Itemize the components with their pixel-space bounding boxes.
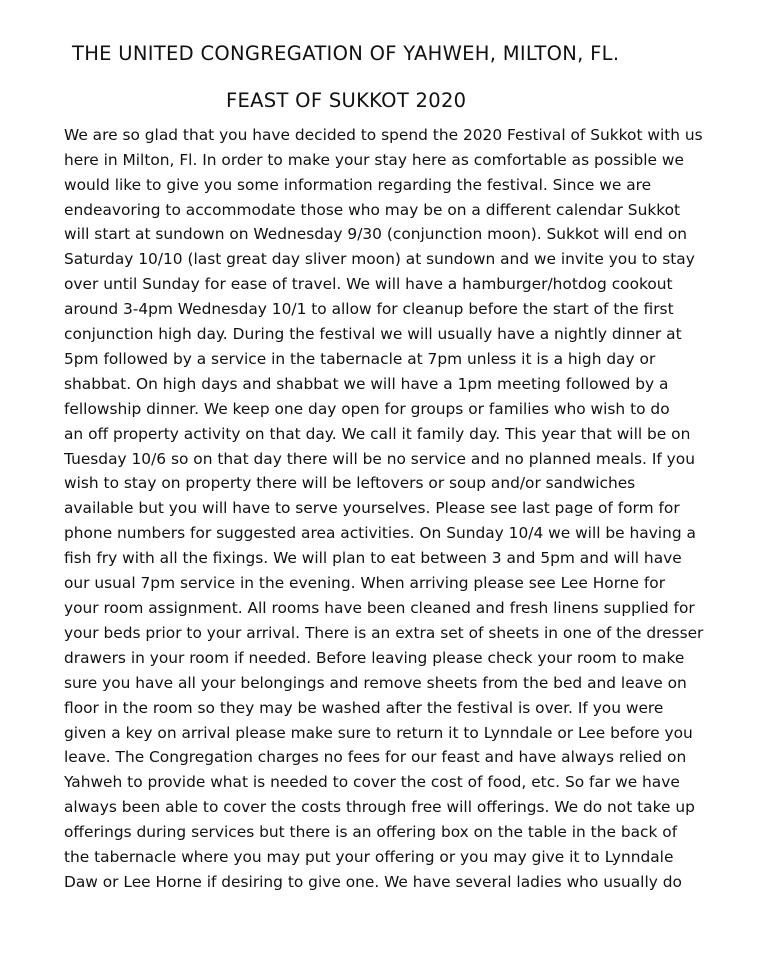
document-title: THE UNITED CONGREGATION OF YAHWEH, MILTON, FL. — [72, 42, 620, 65]
body-line: our usual 7pm service in the evening. When arriving please see Lee Horne for — [64, 574, 666, 593]
body-line: We are so glad that you have decided to spend the 2020 Festival of Sukkot with us — [64, 125, 703, 144]
document-subtitle: FEAST OF SUKKOT 2020 — [226, 89, 467, 113]
body-line: Yahweh to provide what is needed to cover the cost of food, etc. So far we have — [64, 773, 680, 792]
body-line: drawers in your room if needed. Before leaving please check your room to make — [64, 648, 685, 667]
body-line: 5pm followed by a service in the tabernacle at 7pm unless it is a high day or — [64, 349, 656, 368]
body-line: endeavoring to accommodate those who may be on a different calendar Sukkot — [64, 200, 681, 219]
body-line: leave. The Congregation charges no fees for our feast and have always relied on — [64, 748, 687, 767]
body-line: here in Milton, Fl. In order to make your stay here as comfortable as possible we — [64, 150, 684, 169]
body-line: available but you will have to serve yourselves. Please see last page of form for — [64, 499, 680, 518]
body-line: your room assignment. All rooms have been cleaned and fresh linens supplied for — [64, 599, 695, 617]
body-line: offerings during services but there is an offering box on the table in the back of — [64, 823, 678, 842]
body-line: fish fry with all the fixings. We will plan to eat between 3 and 5pm and will have — [64, 549, 682, 568]
body-line: conjunction high day. During the festival we will usually have a nightly dinner at — [64, 325, 682, 344]
body-line: wish to stay on property there will be leftovers or soup and/or sandwiches — [64, 474, 636, 493]
body-line: sure you have all your belongings and remove sheets from the bed and leave on — [64, 673, 687, 692]
body-line: Daw or Lee Horne if desiring to give one. We have several ladies who usually do — [64, 872, 682, 891]
body-line: phone numbers for suggested area activities. On Sunday 10/4 we will be having a — [64, 524, 696, 543]
body-line: the tabernacle where you may put your offering or you may give it to Lynndale — [64, 848, 674, 867]
body-line: given a key on arrival please make sure to return it to Lynndale or Lee before you — [64, 723, 693, 742]
body-line: always been able to cover the costs through free will offerings. We do not take up — [64, 798, 695, 817]
body-line: will start at sundown on Wednesday 9/30 (conjunction moon). Sukkot will end on — [64, 225, 687, 244]
body-line: shabbat. On high days and shabbat we will have a 1pm meeting followed by a — [64, 374, 669, 393]
document-body — [64, 123, 738, 895]
body-line: floor in the room so they may be washed after the festival is over. If you were — [64, 698, 664, 717]
body-line: Tuesday 10/6 so on that day there will be no service and no planned meals. If you — [64, 449, 695, 468]
body-line: an off property activity on that day. We call it family day. This year that will be on — [64, 424, 691, 443]
body-line: Saturday 10/10 (last great day sliver moon) at sundown and we invite you to stay — [64, 250, 695, 269]
body-line: around 3-4pm Wednesday 10/1 to allow for cleanup before the start of the first — [64, 300, 674, 319]
body-line: would like to give you some information regarding the festival. Since we are — [64, 175, 652, 194]
body-line: your beds prior to your arrival. There is an extra set of sheets in one of the dresser — [64, 623, 704, 642]
body-line: over until Sunday for ease of travel. We will have a hamburger/hotdog cookout — [64, 275, 673, 294]
body-line: fellowship dinner. We keep one day open for groups or families who wish to do — [64, 399, 670, 418]
